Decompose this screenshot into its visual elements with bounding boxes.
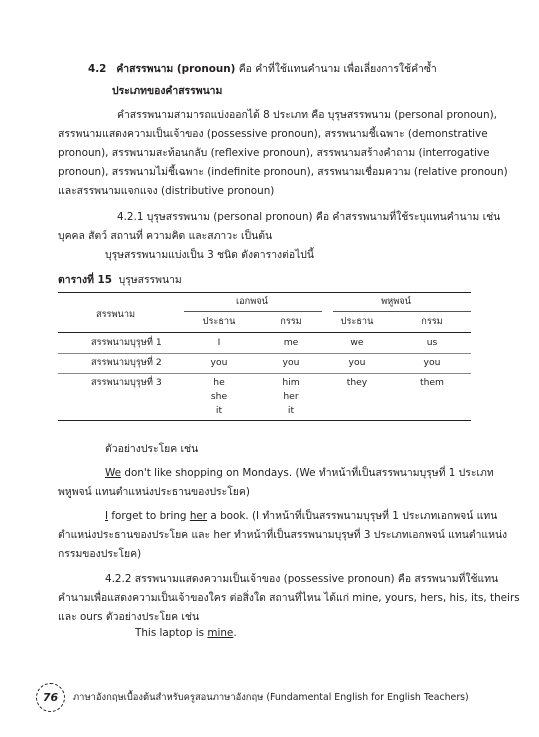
example-2-part-2: a book. (I ทำหน้าที่เป็นสรรพนามบุรุษที่ 1 ประเภทเอกพจน์ แทน	[207, 510, 498, 522]
example-2-line3: กรรมของประโยค)	[58, 548, 142, 560]
examples-intro: ตัวอย่างประโยค เช่น	[105, 443, 199, 455]
example-1-rest: don't like shopping on Mondays. (We ทำหน้าที่เป็นสรรพนามบุรุษที่ 1 ประเภท	[121, 467, 494, 479]
table-row-rule	[58, 373, 471, 374]
table-cell: it	[215, 405, 223, 416]
table-row-rule	[58, 353, 471, 354]
page-number-badge	[36, 683, 65, 712]
s421-line: 4.2.1 บุรุษสรรพนาม (personal pronoun) คือ คำสรรพนามที่ใช้ระบุแทนคำนาม เช่น	[117, 211, 501, 223]
s422-line: คำนามเพื่อแสดงความเป็นเจ้าของใคร ต่อสิ่งใด สถานที่ไหน ได้แก่ mine, yours, hers, his, its, theirs	[58, 592, 520, 604]
example-2-underlined-1: I	[105, 510, 109, 522]
section-number: 4.2	[88, 63, 107, 75]
table-cell: I	[217, 337, 221, 348]
subheading: ประเภทของคำสรรพนาม	[112, 85, 223, 97]
example-1-line2: พหูพจน์ แทนตำแหน่งประธานของประโยค)	[58, 486, 250, 498]
page-number: 76	[42, 691, 59, 704]
intro-line: และสรรพนามแจกแจง (distributive pronoun)	[58, 185, 275, 197]
table-bottom-rule	[58, 420, 471, 421]
table-sub-subject: ประธาน	[340, 316, 374, 327]
section-term: คำสรรพนาม (pronoun)	[116, 63, 236, 75]
table-header-rule	[58, 332, 471, 333]
table-caption-text: บุรุษสรรพนาม	[118, 274, 182, 286]
example-1-underlined: We	[105, 467, 122, 479]
example-1-line	[105, 466, 494, 480]
table-cell: they	[346, 377, 368, 388]
s422-line: และ ours ตัวอย่างประโยค เช่น	[58, 611, 200, 623]
table-cell: her	[283, 391, 299, 402]
table-group-singular: เอกพจน์	[236, 296, 268, 307]
table-sub-object: กรรม	[280, 316, 302, 327]
table-group-rule-plural	[333, 311, 471, 312]
table-cell: you	[423, 357, 441, 368]
table-cell: me	[283, 337, 299, 348]
table-group-plural: พหูพจน์	[381, 296, 411, 307]
table-cell: he	[213, 377, 225, 388]
table-caption-label: ตารางที่ 15	[58, 274, 112, 286]
table-caption	[58, 273, 182, 287]
example-3-underlined: mine	[207, 627, 234, 639]
s421-after: บุรุษสรรพนามแบ่งเป็น 3 ชนิด ดังตารางต่อไปนี้	[105, 249, 315, 261]
intro-line: pronoun), สรรพนามไม่ชี้เฉพาะ (indefinite pronoun), สรรพนามเชื่อมความ (relative pronoun)	[58, 166, 508, 178]
intro-line: pronoun), สรรพนามสะท้อนกลับ (reflexive pronoun), สรรพนามสร้างคำถาม (interrogative	[58, 147, 490, 159]
table-cell: us	[426, 337, 438, 348]
table-row-label: สรรพนามบุรุษที่ 2	[91, 357, 162, 368]
table-row-label: สรรพนามบุรุษที่ 3	[91, 377, 162, 388]
table-group-rule-singular	[184, 311, 322, 312]
example-3-after: .	[233, 627, 237, 639]
example-2-line	[105, 509, 498, 523]
table-cell: she	[210, 391, 228, 402]
table-sub-object: กรรม	[421, 316, 443, 327]
intro-line: คำสรรพนามสามารถแบ่งออกได้ 8 ประเภท คือ บุรุษสรรพนาม (personal pronoun),	[117, 109, 497, 121]
example-3-line	[135, 626, 237, 640]
table-cell: him	[282, 377, 300, 388]
s421-line: บุคคล สัตว์ สถานที่ ความคิด และสภาวะ เป็นต้น	[58, 230, 273, 242]
table-top-rule	[58, 292, 471, 293]
table-cell: you	[348, 357, 366, 368]
example-2-underlined-2: her	[189, 510, 208, 522]
table-col-header: สรรพนาม	[96, 309, 136, 320]
table-cell: it	[287, 405, 295, 416]
intro-line: สรรพนามแสดงความเป็นเจ้าของ (possessive pronoun), สรรพนามชี้เฉพาะ (demonstrative	[58, 128, 488, 140]
running-footer: ภาษาอังกฤษเบื้องต้นสำหรับครูสอนภาษาอังกฤษ (Fundamental English for English Teachers)	[73, 692, 469, 703]
section-heading	[88, 62, 437, 76]
table-cell: them	[419, 377, 445, 388]
s422-line: 4.2.2 สรรพนามแสดงความเป็นเจ้าของ (possessive pronoun) คือ สรรพนามที่ใช้แทน	[105, 573, 499, 585]
example-2-line2: ตำแหน่งประธานของประโยค และ her ทำหน้าที่เป็นสรรพนามบุรุษที่ 3 ประเภทเอกพจน์ แทนตำแหน่ง	[58, 529, 508, 541]
table-cell: you	[210, 357, 228, 368]
example-2-part-1: forget to bring	[108, 510, 190, 522]
section-definition: คือ คำที่ใช้แทนคำนาม เพื่อเลี่ยงการใช้คำซ้ำ	[238, 63, 437, 75]
table-sub-subject: ประธาน	[202, 316, 236, 327]
table-row-label: สรรพนามบุรุษที่ 1	[91, 337, 162, 348]
table-cell: you	[282, 357, 300, 368]
example-3-before: This laptop is	[135, 627, 208, 639]
table-cell: we	[350, 337, 364, 348]
